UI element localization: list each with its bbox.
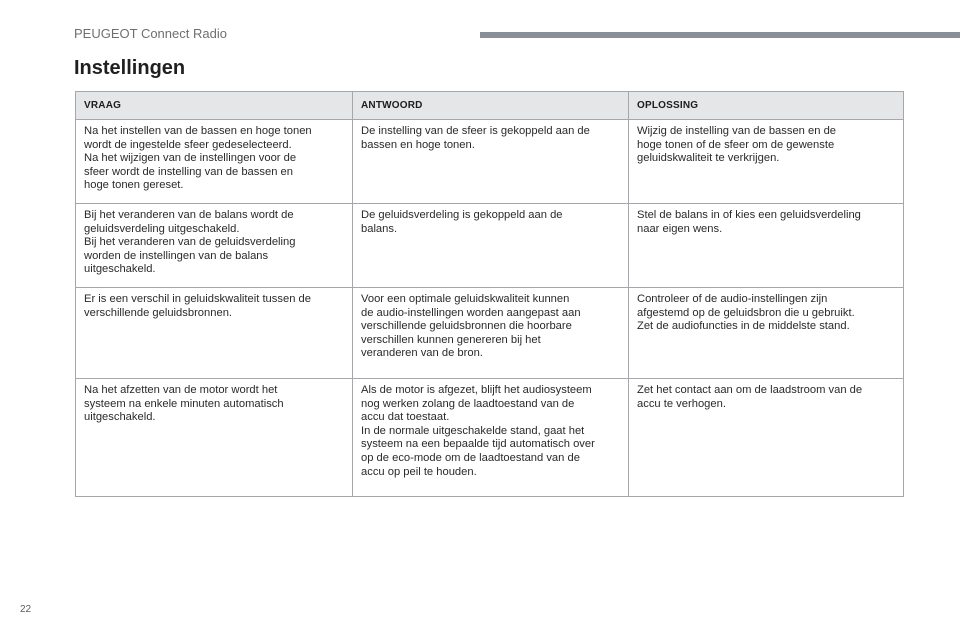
- solution-cell: [629, 378, 904, 496]
- cell-text-line: In de normale uitgeschakelde stand, gaat het: [361, 424, 585, 437]
- cell-text-line: op de eco-mode om de laadtoestand van de: [361, 451, 580, 464]
- answer-cell: [353, 203, 629, 287]
- cell-text-line: afgestemd op de geluidsbron die u gebruikt.: [637, 306, 855, 319]
- page-number: 22: [20, 604, 32, 615]
- answer-cell: [353, 120, 629, 204]
- cell-text-line: Controleer of de audio-instellingen zijn: [637, 292, 828, 305]
- question-cell: [76, 120, 353, 204]
- cell-text-line: uitgeschakeld.: [84, 263, 156, 276]
- cell-text-line: systeem na enkele minuten automatisch: [84, 397, 284, 410]
- cell-text-line: Wijzig de instelling van de bassen en de: [637, 125, 837, 137]
- cell-text-line: balans.: [361, 222, 398, 235]
- cell-text-line: Zet het contact aan om de laadstroom van de: [637, 383, 863, 396]
- cell-text-line: Er is een verschil in geluidskwaliteit tussen de: [84, 292, 311, 305]
- cell-text-line: nog werken zolang de laadtoestand van de: [361, 397, 575, 410]
- cell-text-line: geluidskwaliteit te verkrijgen.: [637, 152, 780, 165]
- cell-text-line: Na het wijzigen van de instellingen voor de: [84, 152, 297, 165]
- cell-text-line: hoge tonen gereset.: [84, 179, 184, 192]
- column-header-answer: ANTWOORD: [353, 92, 629, 120]
- cell-text-line: accu te verhogen.: [637, 397, 726, 410]
- cell-text-line: systeem na een bepaalde tijd automatisch over: [361, 438, 595, 451]
- solution-cell: [629, 287, 904, 378]
- cell-text-line: Na het instellen van de bassen en hoge tonen: [84, 125, 312, 137]
- cell-text-line: wordt de ingestelde sfeer gedeselecteerd.: [84, 138, 292, 151]
- cell-text-line: Na het afzetten van de motor wordt het: [84, 383, 278, 396]
- table-row: [76, 287, 904, 378]
- table-row: [76, 203, 904, 287]
- column-header-solution: OPLOSSING: [629, 92, 904, 120]
- cell-text-line: geluidsverdeling uitgeschakeld.: [84, 222, 240, 235]
- table-header-row: [76, 92, 904, 120]
- cell-text-line: De geluidsverdeling is gekoppeld aan de: [361, 208, 563, 221]
- cell-text-line: verschillende geluidsbronnen.: [84, 306, 233, 319]
- cell-text-line: accu op peil te houden.: [361, 465, 477, 478]
- cell-text-line: Bij het veranderen van de geluidsverdeling: [84, 236, 296, 249]
- cell-text-line: De instelling van de sfeer is gekoppeld aan de: [361, 125, 590, 137]
- cell-text-line: Stel de balans in of kies een geluidsverdeling: [637, 208, 861, 221]
- cell-text-line: verschillende geluidsbronnen die hoorbare: [361, 320, 572, 333]
- cell-text-line: Voor een optimale geluidskwaliteit kunnen: [361, 292, 570, 305]
- cell-text-line: sfeer wordt de instelling van de bassen en: [84, 165, 293, 178]
- cell-text-line: naar eigen wens.: [637, 222, 723, 235]
- cell-text-line: worden de instellingen van de balans: [84, 249, 269, 262]
- column-header-question: VRAAG: [76, 92, 353, 120]
- cell-text-line: hoge tonen of de sfeer om de gewenste: [637, 138, 835, 151]
- header-divider-bar: [480, 32, 960, 38]
- table-row: [76, 120, 904, 204]
- cell-text-line: veranderen van de bron.: [361, 347, 483, 360]
- answer-cell: [353, 378, 629, 496]
- question-cell: [76, 203, 353, 287]
- cell-text-line: uitgeschakeld.: [84, 411, 156, 424]
- cell-text-line: de audio-instellingen worden aangepast aan: [361, 306, 581, 319]
- cell-text-line: bassen en hoge tonen.: [361, 138, 475, 151]
- table-row: [76, 378, 904, 496]
- section-title: Instellingen: [74, 57, 186, 79]
- cell-text-line: Als de motor is afgezet, blijft het audiosysteem: [361, 383, 592, 396]
- cell-text-line: verschillen kunnen genereren bij het: [361, 333, 541, 346]
- question-cell: [76, 378, 353, 496]
- faq-table: [75, 91, 904, 497]
- solution-cell: [629, 203, 904, 287]
- cell-text-line: Bij het veranderen van de balans wordt de: [84, 208, 294, 221]
- header-title: PEUGEOT Connect Radio: [74, 26, 227, 41]
- answer-cell: [353, 287, 629, 378]
- solution-cell: [629, 120, 904, 204]
- cell-text-line: Zet de audiofuncties in de middelste stand.: [637, 320, 850, 333]
- question-cell: [76, 287, 353, 378]
- cell-text-line: accu dat toestaat.: [361, 411, 450, 424]
